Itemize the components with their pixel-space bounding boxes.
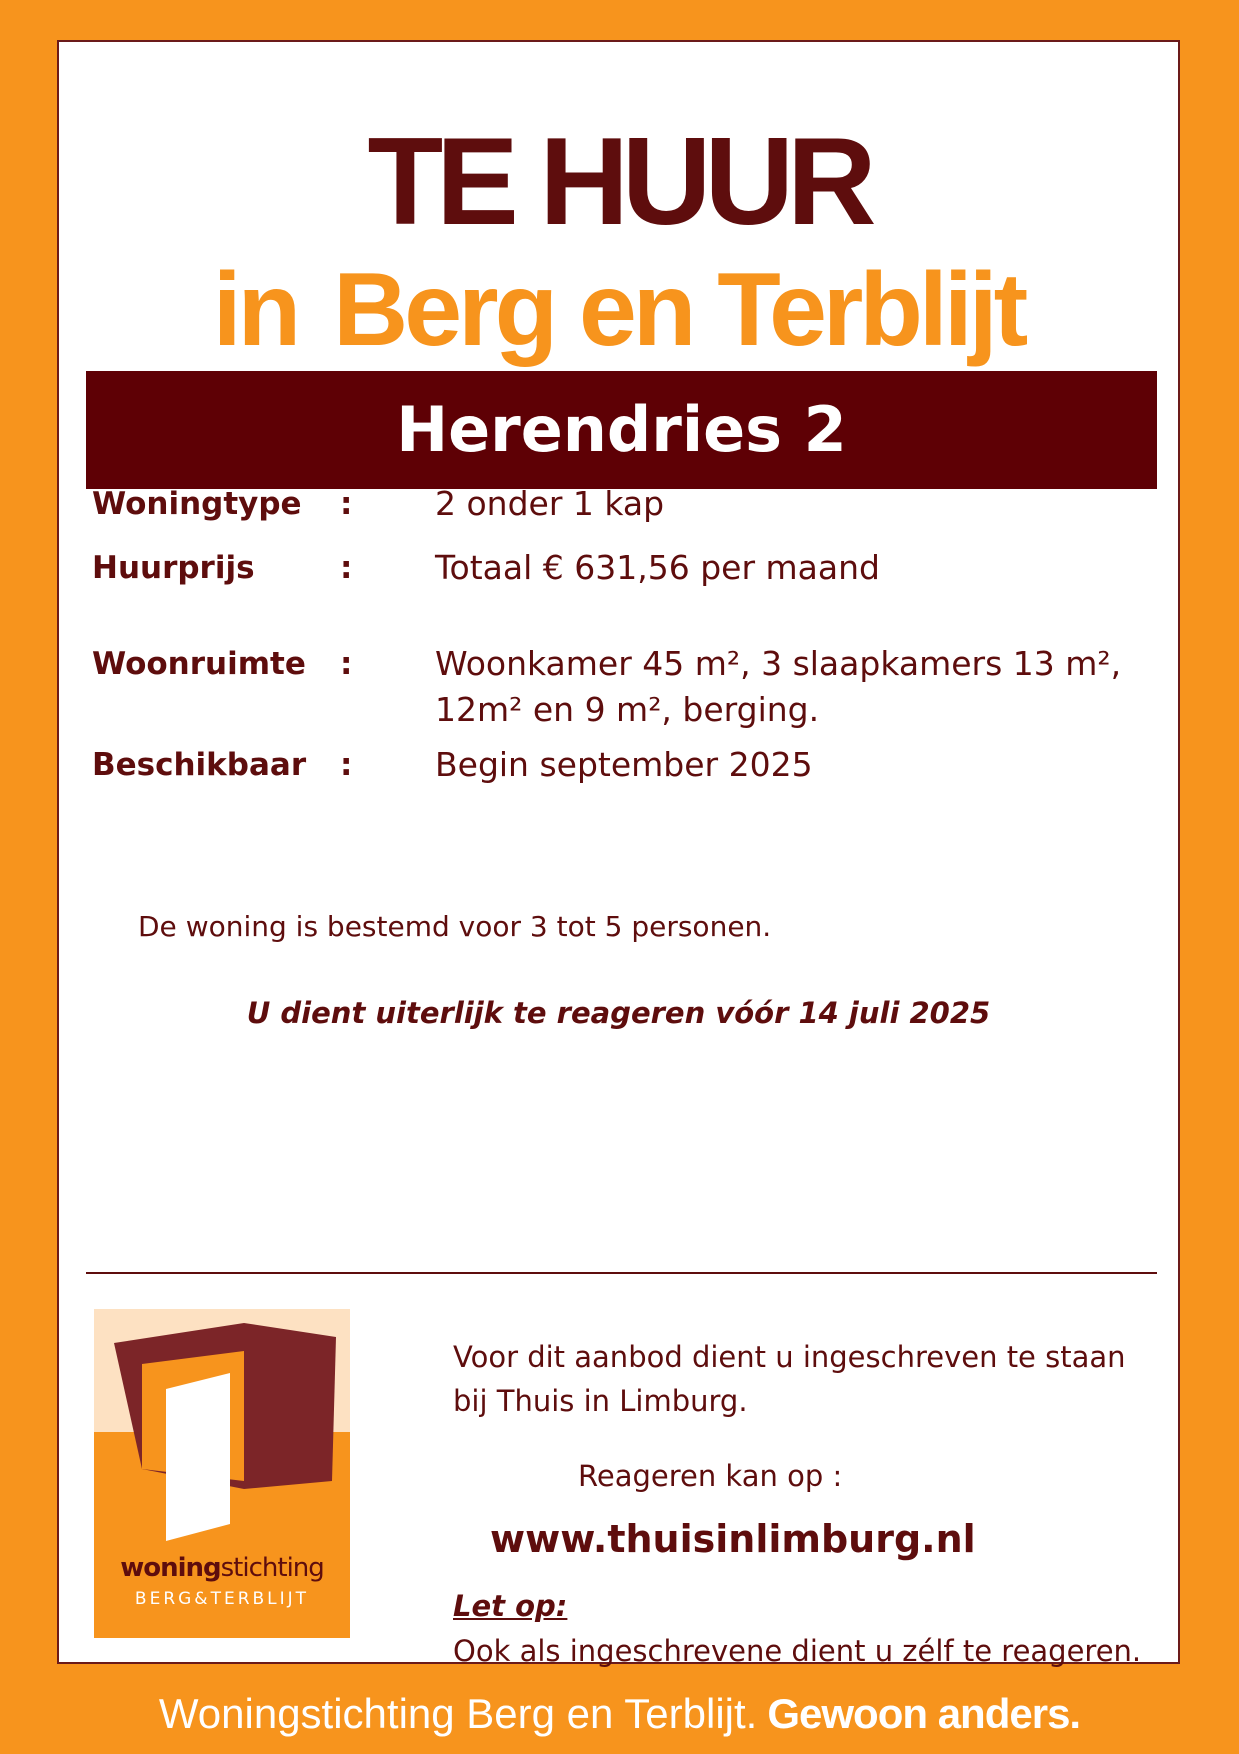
logo-wordmark (94, 1553, 350, 1583)
detail-value: 2 onder 1 kap (435, 484, 665, 523)
poster-location (59, 252, 1178, 368)
react-label: Reageren kan op : (578, 1459, 843, 1493)
footer-slogan: Gewoon anders. (767, 1690, 1081, 1737)
detail-colon: : (340, 550, 353, 586)
detail-label: Woningtype (92, 486, 302, 522)
registration-line-1: Voor dit aanbod dient u ingeschreven te staan (453, 1340, 1126, 1374)
logo-wordmark-bold: woning (120, 1553, 221, 1583)
registration-line-2: bij Thuis in Limburg. (453, 1384, 748, 1418)
detail-value-line2: 12m² en 9 m², berging. (435, 690, 820, 729)
detail-value: Totaal € 631,56 per maand (435, 548, 880, 587)
logo-subtitle: BERG&TERBLIJT (134, 1589, 310, 1609)
detail-value: Begin september 2025 (435, 745, 813, 784)
detail-colon: : (340, 747, 353, 783)
section-divider (86, 1272, 1157, 1274)
woningstichting-logo (94, 1309, 350, 1638)
street-banner: Herendries 2 (86, 371, 1157, 489)
logo-wordmark-light: stichting (220, 1553, 324, 1583)
detail-label: Huurprijs (92, 550, 255, 586)
website-link[interactable]: www.thuisinlimburg.nl (490, 1517, 976, 1561)
attention-text: Ook als ingeschrevene dient u zélf te reageren. (453, 1634, 1142, 1668)
registration-info (453, 1335, 1126, 1423)
detail-colon: : (340, 646, 353, 682)
detail-value: Woonkamer 45 m², 3 slaapkamers 13 m², (435, 644, 1122, 683)
response-deadline: U dient uiterlijk te reageren vóór 14 juli 2025 (246, 996, 991, 1030)
detail-label: Beschikbaar (92, 747, 307, 783)
location-name: Berg en Terblijt (333, 252, 1025, 368)
detail-label: Woonruimte (92, 646, 306, 682)
footer-organization: Woningstichting Berg en Terblijt. (158, 1690, 758, 1737)
attention-label: Let op: (453, 1589, 568, 1623)
footer-tagline (0, 1690, 1239, 1738)
occupancy-note: De woning is bestemd voor 3 tot 5 personen. (138, 910, 772, 943)
location-prefix: in (212, 252, 298, 368)
poster-frame (57, 40, 1180, 1668)
poster-title: TE HUUR (367, 113, 870, 251)
detail-colon: : (340, 486, 353, 522)
